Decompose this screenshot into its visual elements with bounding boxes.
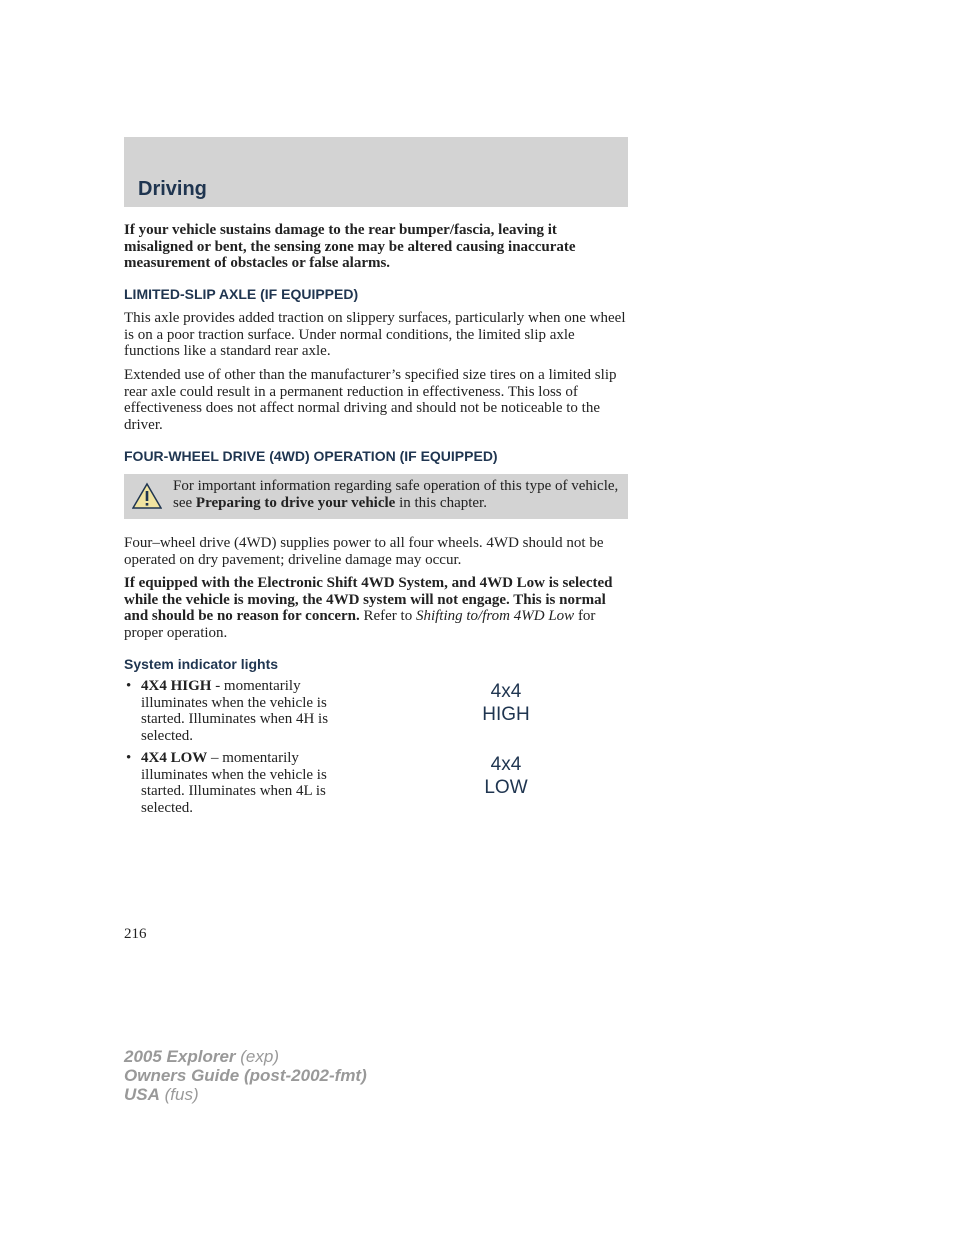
footer-model: 2005 Explorer: [124, 1047, 236, 1066]
indicator-high-line1: 4x4: [490, 681, 522, 702]
bullet-label-4x4-high: 4X4 HIGH: [141, 678, 212, 694]
indicator-high-line2: HIGH: [482, 704, 530, 725]
bullet-label-4x4-low: 4X4 LOW: [141, 750, 208, 766]
fourwd-para-1: Four–wheel drive (4WD) supplies power to all four wheels. 4WD should not be operated on dry pavement; driveline damage may occur.: [124, 535, 604, 568]
bullet-dot: •: [126, 678, 132, 694]
bullet-text-4x4-high: - momentarily illuminates when the vehicle is started. Illuminates when 4H is selected.: [141, 678, 329, 744]
indicator-low-line2: LOW: [484, 777, 528, 798]
fourwd-para-2: [124, 575, 628, 641]
rear-bumper-warning: If your vehicle sustains damage to the rear bumper/fascia, leaving it misaligned or bent, the sensing zone may be altered causing inaccurate measurement of obstacles or false alarms.: [124, 222, 576, 271]
fourwd-para-2-xref: Shifting to/from 4WD Low: [415, 608, 575, 624]
bullet-dot: •: [126, 750, 132, 766]
indicator-lights-heading: System indicator lights: [124, 656, 279, 672]
footer-market-code: (fus): [164, 1085, 199, 1104]
bullet-text-4x4-low: – momentarily illuminates when the vehicle is started. Illuminates when 4L is selected.: [141, 750, 327, 816]
limited-slip-heading: LIMITED-SLIP AXLE (IF EQUIPPED): [124, 286, 359, 302]
fourwd-para-2-end: for proper operation.: [124, 608, 596, 641]
warning-text-pre: For important information regarding safe operation of this type of vehicle, see: [173, 478, 619, 511]
warning-link-preparing: Preparing to drive your vehicle: [195, 494, 396, 511]
fourwd-para-2-bold: If equipped with the Electronic Shift 4WD System, and 4WD Low is selected while the vehicle is moving, the 4WD system will not engage. This is normal and should be no reason for concern.: [124, 575, 613, 624]
footer-guide: Owners Guide (post-2002-fmt): [124, 1066, 367, 1085]
indicator-low-line1: 4x4: [490, 754, 522, 775]
indicator-symbol-4x4-high: [458, 680, 554, 726]
fourwd-warning-box: [124, 474, 628, 519]
section-header-band: [124, 137, 628, 207]
fourwd-para-2-refer: Refer to: [363, 608, 413, 624]
fourwd-heading: FOUR-WHEEL DRIVE (4WD) OPERATION (IF EQUIPPED): [124, 448, 498, 464]
indicator-symbol-4x4-low: [458, 753, 554, 799]
footer-model-code: (exp): [240, 1047, 279, 1066]
document-footer: [124, 1047, 367, 1104]
section-title: Driving: [138, 178, 207, 200]
limited-slip-para-1: This axle provides added traction on slippery surfaces, particularly when one wheel is on a poor traction surface. Under normal conditions, the limited slip axle functions like a standard rear axle.: [124, 310, 626, 359]
limited-slip-para-2: Extended use of other than the manufacturer’s specified size tires on a limited slip rear axle could result in a permanent reduction in effectiveness. This loss of effectiveness does not affect normal driving and should not be noticeable to the driver.: [124, 367, 617, 433]
fourwd-warning-text: [173, 478, 625, 511]
warning-triangle-icon: [132, 482, 162, 510]
warning-text-post: in this chapter.: [399, 494, 487, 511]
footer-market: USA: [124, 1085, 160, 1104]
page-number: 216: [124, 926, 147, 942]
